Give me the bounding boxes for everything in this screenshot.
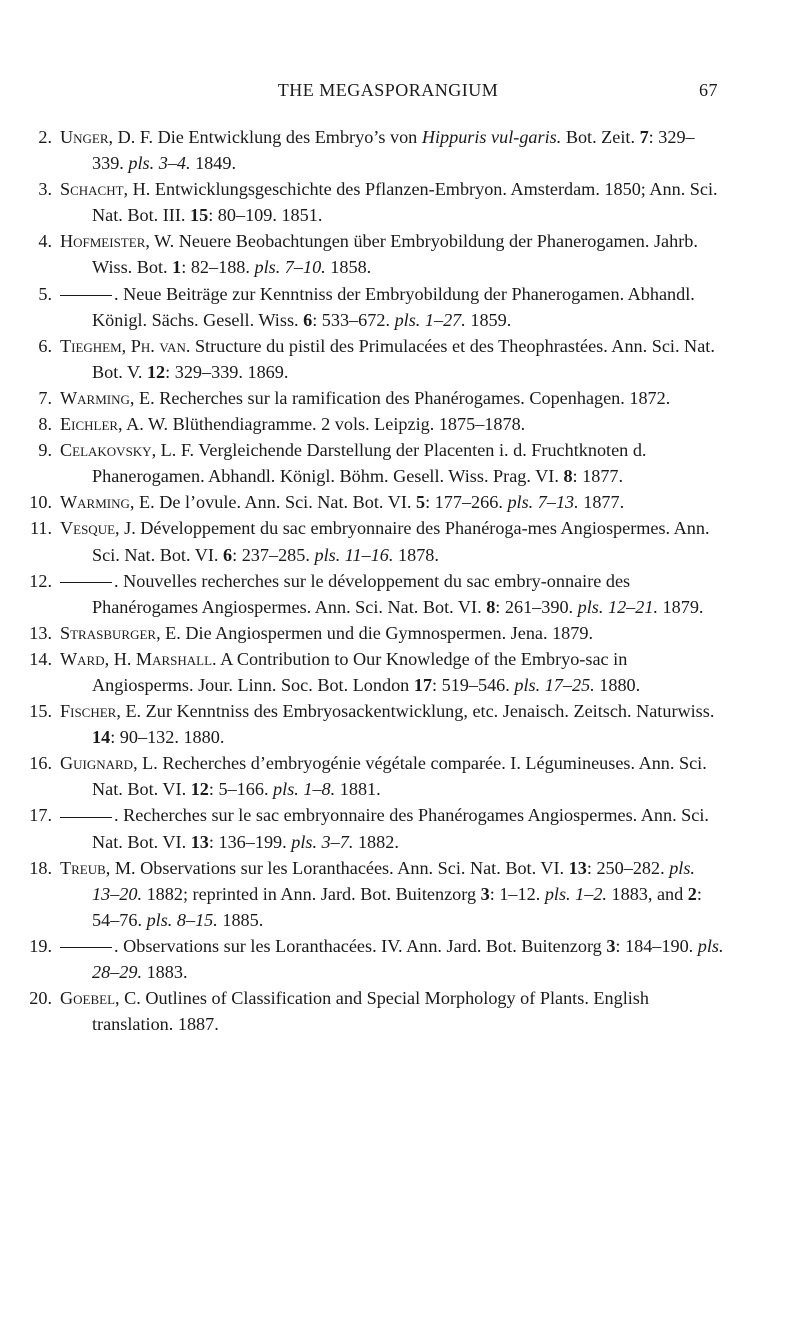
volume-number: 1: [172, 257, 182, 278]
reference-segment: : 250–282.: [586, 857, 670, 878]
reference-author: Treub, M.: [60, 857, 136, 878]
reference-segment: 1879.: [658, 596, 704, 617]
reference-segment: 1882; reprinted in Ann. Jard. Bot. Buitenzorg: [142, 883, 481, 904]
reference-segment: Die Entwicklung des Embryo’s von: [153, 127, 422, 147]
reference-segment: Vergleichende Darstellung der Placenten i. d. Fruchtknoten d. Phanerogamen. Abhandl. Königl. Böhm. Gesell. Wiss. Prag. VI.: [92, 440, 647, 487]
italic-text: pls. 12–21.: [577, 596, 658, 617]
reference-segment: Développement du sac embryonnaire des Phanéroga-mes Angiospermes. Ann. Sci. Nat. Bot. VI.: [92, 518, 710, 565]
reference-list: [22, 124, 726, 1037]
volume-number: 2: [687, 883, 697, 904]
volume-number: 8: [563, 466, 573, 487]
reference-segment: : 5–166.: [208, 779, 274, 800]
reference-entry: [22, 933, 726, 985]
reference-number: 18.: [29, 857, 52, 878]
reference-author: Eichler, A. W.: [60, 414, 169, 435]
reference-segment: 1882.: [353, 831, 399, 852]
italic-text: pls. 8–15.: [146, 909, 218, 930]
reference-entry: [22, 489, 726, 515]
reference-text: [60, 176, 726, 228]
reference-segment: 1849.: [190, 153, 236, 174]
reference-segment: . Nouvelles recherches sur le développement du sac embry-onnaire des Phanérogames Angiospermes. Ann. Sci. Nat. Bot. VI.: [92, 570, 631, 617]
italic-text: pls. 7–13.: [507, 492, 579, 513]
reference-text: [60, 437, 726, 489]
italic-text: pls. 3–7.: [291, 831, 354, 852]
reference-segment: Zur Kenntniss des Embryosackentwicklung, etc. Jenaisch. Zeitsch. Naturwiss.: [141, 701, 715, 722]
reference-segment: Recherches sur la ramification des Phanérogames. Copenhagen. 1872.: [154, 387, 671, 408]
reference-text: [92, 568, 726, 620]
italic-text: pls. 13–20.: [92, 857, 695, 904]
reference-author: Fischer, E.: [60, 701, 142, 722]
italic-text: pls. 11–16.: [314, 544, 394, 565]
reference-number: 16.: [29, 753, 52, 774]
reference-author: Tieghem, Ph. van.: [60, 335, 191, 356]
reference-segment: 1883, and: [606, 883, 688, 904]
reference-entry: [22, 568, 726, 620]
reference-number: 19.: [29, 935, 52, 956]
reference-text: [60, 333, 726, 385]
reference-entry: [22, 176, 726, 228]
volume-number: 6: [223, 544, 233, 565]
reference-entry: [22, 333, 726, 385]
reference-segment: De l’ovule. Ann. Sci. Nat. Bot. VI.: [154, 492, 416, 513]
reference-number: 5.: [38, 283, 52, 304]
reference-author: Strasburger, E.: [60, 622, 181, 643]
reference-segment: Structure du pistil des Primulacées et des Theophrastées. Ann. Sci. Nat. Bot. V.: [92, 335, 715, 382]
reference-segment: 1885.: [217, 909, 264, 930]
reference-text: [60, 385, 726, 411]
reference-author: Guignard, L.: [60, 753, 158, 774]
volume-number: 7: [639, 127, 649, 147]
reference-text: [60, 620, 726, 646]
volume-number: 12: [146, 361, 166, 382]
reference-text: [60, 411, 726, 437]
ditto-dash: [60, 947, 112, 948]
reference-segment: 1878.: [393, 544, 439, 565]
reference-entry: [22, 411, 726, 437]
reference-author: Celakovsky, L. F.: [60, 440, 195, 461]
reference-segment: Neuere Beobachtungen über Embryobildung der Phanerogamen. Jahrb. Wiss. Bot.: [92, 231, 698, 278]
volume-number: 14: [92, 727, 111, 748]
reference-entry: [22, 855, 726, 933]
reference-number: 17.: [29, 805, 52, 826]
reference-number: 6.: [38, 335, 52, 356]
reference-segment: 1881.: [335, 779, 381, 800]
reference-author: Unger, D. F.: [60, 127, 154, 147]
reference-entry: [22, 437, 726, 489]
reference-number: 7.: [38, 387, 52, 408]
reference-text: [92, 281, 726, 333]
reference-text: [92, 802, 726, 854]
reference-text: [60, 698, 726, 750]
italic-text: pls. 1–27.: [394, 309, 466, 330]
running-header: [58, 80, 718, 104]
reference-text: [60, 124, 726, 176]
reference-text: [60, 750, 726, 802]
reference-segment: A Contribution to Our Knowledge of the Embryo-sac in Angiosperms. Jour. Linn. Soc. Bot. London: [92, 648, 628, 695]
reference-segment: 1877.: [578, 492, 625, 513]
volume-number: 8: [486, 596, 496, 617]
reference-segment: Entwicklungsgeschichte des Pflanzen-Embryon. Amsterdam. 1850; Ann. Sci. Nat. Bot. III.: [92, 179, 718, 226]
reference-entry: [22, 750, 726, 802]
volume-number: 13: [568, 857, 587, 878]
reference-entry: [22, 124, 726, 176]
italic-text: pls. 1–2.: [544, 883, 607, 904]
reference-segment: 1880.: [594, 674, 641, 695]
reference-number: 15.: [29, 701, 52, 722]
volume-number: 3: [480, 883, 490, 904]
reference-segment: Observations sur les Loranthacées. Ann. Sci. Nat. Bot. VI.: [135, 857, 569, 878]
reference-author: Goebel, C.: [60, 988, 141, 1009]
reference-text: [60, 228, 726, 280]
volume-number: 12: [190, 779, 209, 800]
reference-segment: : 519–546.: [432, 674, 515, 695]
reference-number: 2.: [38, 127, 52, 147]
reference-segment: : 90–132. 1880.: [110, 727, 225, 748]
reference-segment: Blüthendiagramme. 2 vols. Leipzig. 1875–1878.: [168, 414, 526, 435]
reference-segment: 1858.: [325, 257, 372, 278]
reference-segment: : 533–672.: [312, 309, 395, 330]
reference-author: Ward, H. Marshall.: [60, 648, 217, 669]
reference-text: [60, 855, 726, 933]
reference-entry: [22, 802, 726, 854]
volume-number: 17: [413, 674, 433, 695]
italic-text: pls. 1–8.: [273, 779, 336, 800]
running-title: THE MEGASPORANGIUM: [277, 80, 499, 100]
reference-number: 20.: [29, 988, 52, 1009]
reference-segment: Recherches d’embryogénie végétale comparée. I. Légumineuses. Ann. Sci. Nat. Bot. VI.: [92, 753, 707, 800]
reference-segment: : 136–199.: [208, 831, 292, 852]
italic-text: pls. 17–25.: [514, 674, 595, 695]
volume-number: 5: [415, 492, 426, 513]
italic-text: pls. 3–4.: [128, 153, 191, 174]
reference-author: Warming, E.: [60, 387, 155, 408]
reference-author: Hofmeister, W.: [60, 231, 175, 252]
reference-segment: Outlines of Classification and Special Morphology of Plants. English translation. 1887.: [92, 988, 649, 1035]
reference-segment: : 184–190.: [615, 935, 698, 956]
reference-entry: [22, 228, 726, 280]
reference-entry: [22, 698, 726, 750]
reference-number: 3.: [38, 179, 52, 200]
reference-entry: [22, 620, 726, 646]
reference-author: Schacht, H.: [60, 179, 151, 200]
reference-text: [60, 985, 726, 1037]
reference-segment: : 329–339.: [92, 127, 695, 174]
reference-number: 10.: [29, 492, 52, 513]
reference-text: [92, 933, 726, 985]
reference-segment: : 237–285.: [232, 544, 315, 565]
volume-number: 13: [190, 831, 209, 852]
reference-segment: 1883.: [142, 962, 188, 982]
reference-text: [60, 515, 726, 567]
ditto-dash: [60, 582, 112, 583]
reference-entry: [22, 985, 726, 1037]
reference-segment: . Neue Beiträge zur Kenntniss der Embryobildung der Phanerogamen. Abhandl. Königl. Sächs. Gesell. Wiss.: [92, 283, 695, 330]
italic-text: pls. 28–29.: [92, 935, 724, 982]
reference-segment: . Recherches sur le sac embryonnaire des Phanérogames Angiospermes. Ann. Sci. Nat. Bot. VI.: [92, 805, 709, 852]
volume-number: 6: [303, 309, 313, 330]
reference-number: 14.: [29, 648, 52, 669]
reference-segment: . Observations sur les Loranthacées. IV. Ann. Jard. Bot. Buitenzorg: [114, 935, 607, 956]
reference-segment: : 177–266.: [425, 492, 508, 513]
reference-text: [60, 489, 726, 515]
reference-author: Warming, E.: [60, 492, 155, 513]
reference-segment: : 80–109. 1851.: [208, 205, 323, 226]
reference-segment: : 54–76.: [92, 883, 702, 930]
reference-number: 13.: [29, 622, 52, 643]
reference-text: [60, 646, 726, 698]
italic-text: pls. 7–10.: [254, 257, 326, 278]
ditto-dash: [60, 817, 112, 818]
reference-segment: Die Angiospermen und die Gymnospermen. Jena. 1879.: [180, 622, 594, 643]
reference-number: 4.: [38, 231, 52, 252]
reference-entry: [22, 646, 726, 698]
reference-entry: [22, 385, 726, 411]
reference-segment: : 82–188.: [181, 257, 255, 278]
reference-segment: : 1877.: [572, 466, 624, 487]
reference-entry: [22, 515, 726, 567]
reference-segment: 1859.: [465, 309, 512, 330]
volume-number: 15: [190, 205, 209, 226]
italic-text: Hippuris vul-garis.: [421, 127, 562, 147]
reference-segment: Bot. Zeit.: [561, 127, 640, 147]
reference-entry: [22, 281, 726, 333]
reference-author: Vesque, J.: [60, 518, 136, 539]
volume-number: 3: [606, 935, 616, 956]
ditto-dash: [60, 295, 112, 296]
page-number: 67: [699, 80, 718, 100]
reference-number: 9.: [38, 440, 52, 461]
reference-number: 11.: [29, 518, 52, 539]
reference-number: 8.: [38, 414, 52, 435]
reference-number: 12.: [29, 570, 52, 591]
reference-segment: : 1–12.: [489, 883, 545, 904]
reference-segment: : 261–390.: [495, 596, 578, 617]
reference-segment: : 329–339. 1869.: [165, 361, 289, 382]
